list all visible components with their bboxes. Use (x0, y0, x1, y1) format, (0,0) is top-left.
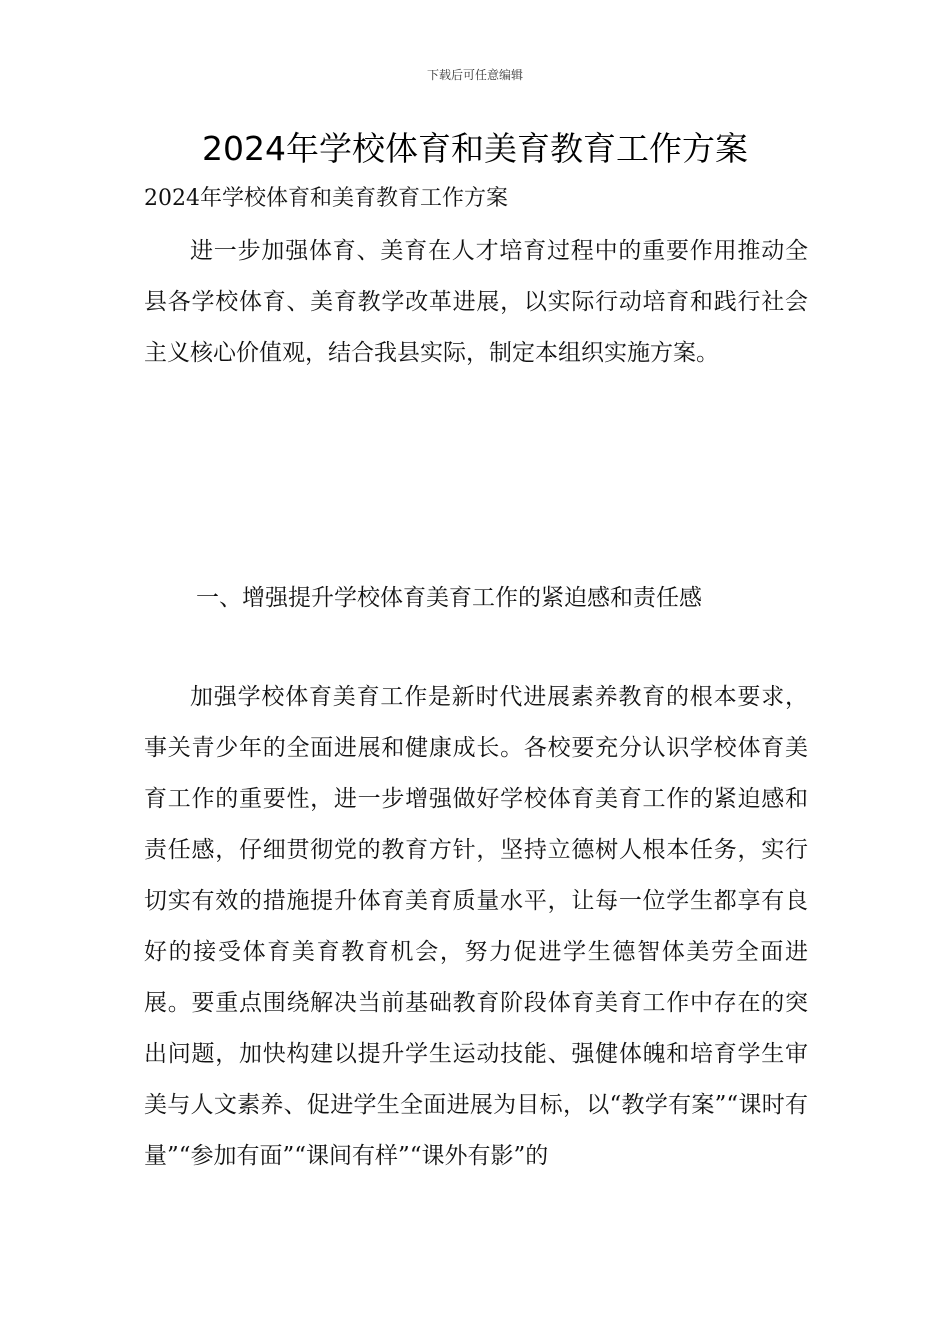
document-subtitle: 2024年学校体育和美育教育工作方案 (144, 186, 508, 211)
intro-paragraph: 进一步加强体育、美育在人才培育过程中的重要作用推动全县各学校体育、美育教学改革进展，以实际行动培育和践行社会主义核心价值观，结合我县实际，制定本组织实施方案。 (144, 238, 808, 366)
document-title: 2024年学校体育和美育教育工作方案 (202, 129, 748, 168)
section-paragraph: 加强学校体育美育工作是新时代进展素养教育的根本要求，事关青少年的全面进展和健康成长。各校要充分认识学校体育美育工作的重要性，进一步增强做好学校体育美育工作的紧迫感和责任感，仔细贯彻党的教育方针，坚持立德树人根本任务，实行切实有效的措施提升体育美育质量水平，让每一位学生都享有良好的接受体育美育教育机会，努力促进学生德智体美劳全面进展。要重点围绕解决当前基础教育阶段体育美育工作中存在的突出问题，加快构建以提升学生运动技能、强健体魄和培育学生审美与人文素养、促进学生全面进展为目标，以“教学有案”“课时有量”“参加有面”“课间有样”“课外有影”的 (144, 684, 808, 1169)
header-note: 下载后可任意编辑 (426, 68, 523, 82)
section-heading: 一、增强提升学校体育美育工作的紧迫感和责任感 (196, 585, 702, 611)
